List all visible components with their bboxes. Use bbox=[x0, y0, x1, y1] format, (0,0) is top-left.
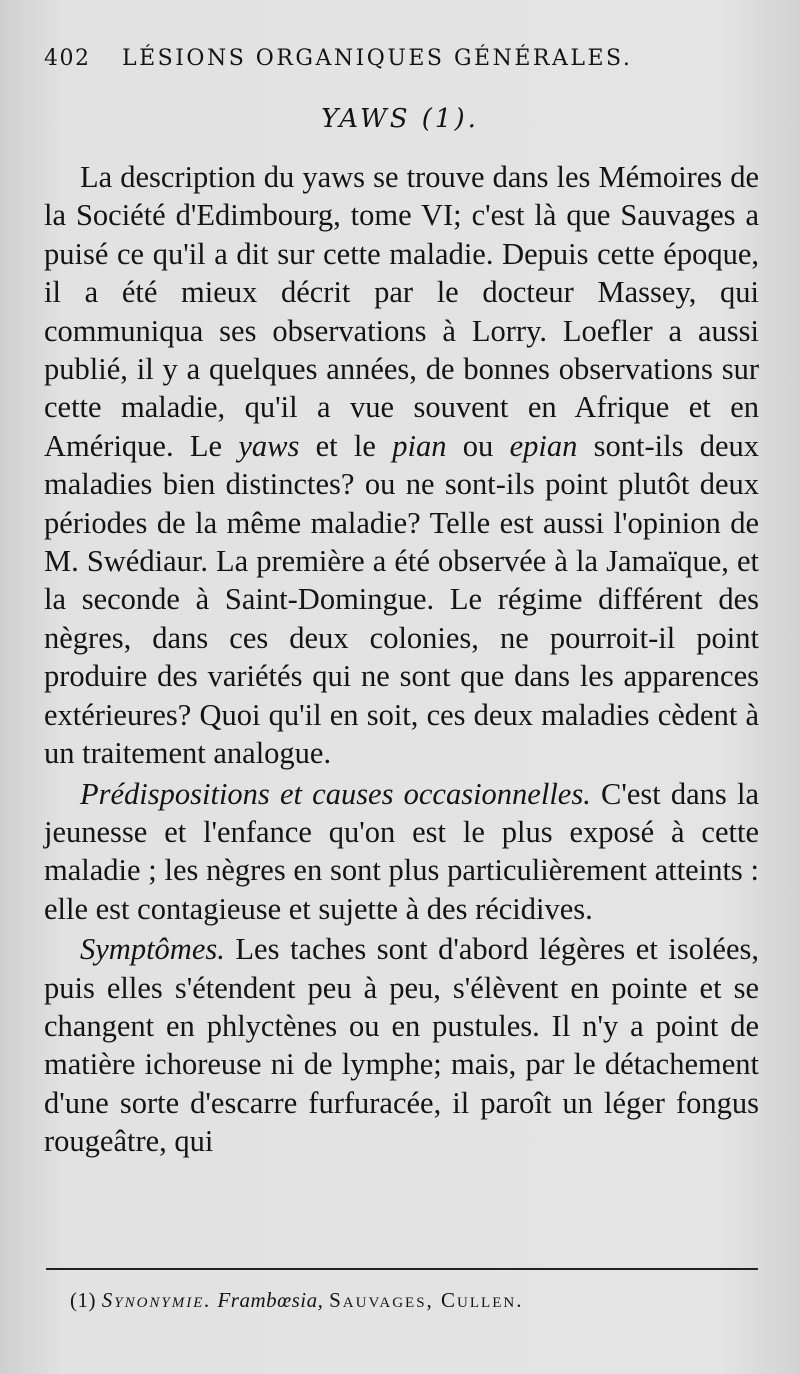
footnote-divider bbox=[46, 1268, 758, 1270]
footnote-latin-name: Frambœsia, bbox=[217, 1288, 324, 1312]
section-title: YAWS (1). bbox=[321, 104, 479, 134]
term-pian: pian bbox=[392, 428, 447, 463]
paragraph-intro-conj: et le bbox=[299, 428, 393, 463]
body-text bbox=[44, 158, 759, 1161]
paragraph-intro bbox=[44, 158, 759, 773]
term-epian: epian bbox=[509, 428, 578, 463]
term-yaws: yaws bbox=[238, 428, 300, 463]
running-header bbox=[44, 46, 684, 71]
running-title: LÉSIONS ORGANIQUES GÉNÉRALES. bbox=[122, 46, 633, 71]
page-number: 402 bbox=[44, 46, 91, 71]
paragraph-intro-text: La description du yaws se trouve dans les Mémoires de la Société d'Edimbourg, tome VI; c'est là que Sauvages a puisé ce qu'il a dit sur cette maladie. Depuis cette époque, il a été mieux décrit par le docteur Massey, qui communiqua ses observations à Lorry. Loefler a aussi publié, il y a quelques années, de bonnes observations sur cette maladie, qu'il a vue souvent en Afrique et en Amérique. Le bbox=[44, 160, 759, 463]
footnote bbox=[70, 1288, 750, 1313]
paragraph-predispositions-text: C'est dans la jeunesse et l'enfance qu'on est le plus exposé à cette maladie ; les nègres en sont plus particulièrement atteints : elle est contagieuse et sujette à des récidives. bbox=[44, 776, 759, 926]
paragraph-intro-rest: sont-ils deux maladies bien distinctes? ou ne sont-ils point plutôt deux périodes de la même maladie? Telle est aussi l'opinion de M. Swédiaur. La première a été observée à la Jamaïque, et la seconde à Saint-Domingue. Le régime différent des nègres, dans ces deux colonies, ne pourroit-il point produire des variétés qui ne sont que dans les apparences extérieures? Quoi qu'il en soit, ces deux maladies cèdent à un traitement analogue. bbox=[44, 428, 760, 771]
paragraph-symptoms bbox=[44, 930, 759, 1160]
paragraph-symptoms-text: Les taches sont d'abord légères et isolées, puis elles s'étendent peu à peu, s'élèvent en pointe et se changent en phlyctènes ou en pustules. Il n'y a point de matière ichoreuse ni de lymphe; mais, par le détachement d'une sorte d'escarre furfuracée, il paroît un léger fongus rougeâtre, qui bbox=[44, 932, 759, 1159]
heading-predispositions: Prédispositions et causes occasionnelles. bbox=[80, 776, 591, 811]
heading-symptoms: Symptômes. bbox=[80, 932, 225, 967]
footnote-authors: Sauvages, Cullen. bbox=[329, 1288, 524, 1312]
footnote-label: Synonymie. bbox=[101, 1288, 212, 1312]
paragraph-intro-or: ou bbox=[446, 428, 510, 463]
paragraph-predispositions bbox=[44, 775, 759, 929]
footnote-marker: (1) bbox=[70, 1288, 96, 1312]
